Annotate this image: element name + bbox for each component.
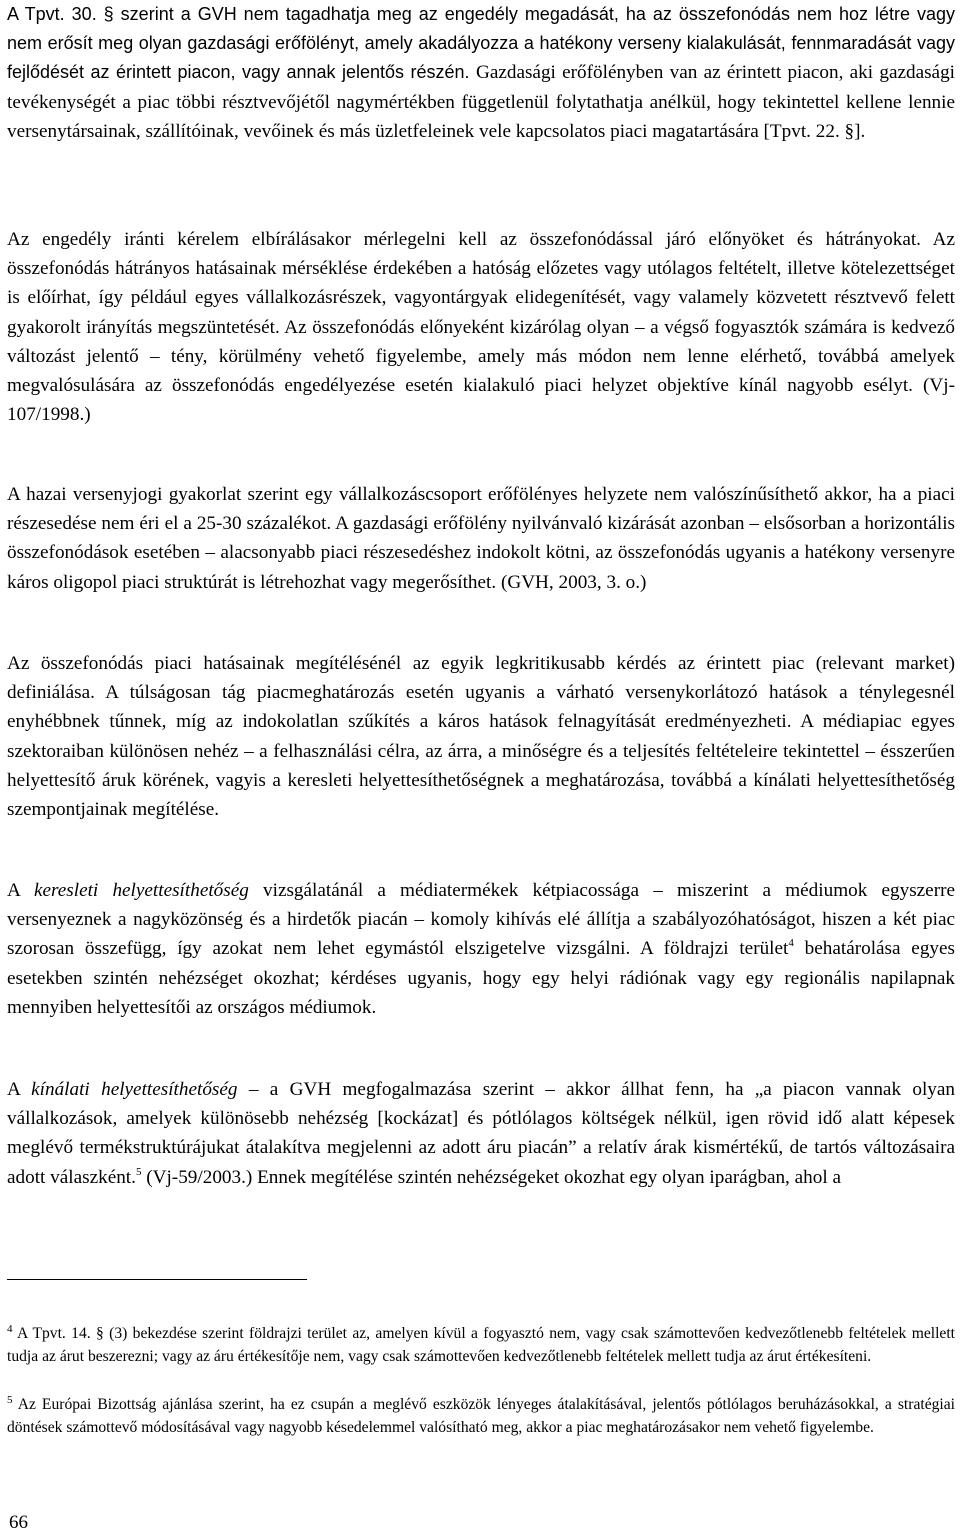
paragraph-2 bbox=[7, 225, 955, 429]
paragraph-text: (Vj-59/2003.) Ennek megítélése szintén nehézségeket okozhat egy olyan iparágban, ahol a bbox=[141, 1166, 841, 1188]
footnote-5-number: 5 bbox=[7, 1394, 13, 1406]
footnote-5 bbox=[7, 1393, 955, 1439]
paragraph-text: A Tpvt. 30. § szerint a GVH nem tagadhatja meg az engedély megadását, ha az összefonódás nem hoz létre vagy nem erősít meg olyan gazdasági erőfölényt, amely akadályozza a hatékony verseny kialakulását, fennmaradását vagy fejlődését az érintett piacon, vagy annak jelentős részén. bbox=[7, 4, 955, 83]
paragraph-text: Az összefonódás piaci hatásainak megítélésénél az egyik legkritikusabb kérdés az érintett piac (relevant market) definiálása. A túlságosan tág piacmeghatározás esetén ugyanis a várható versenykorlátozó hatások a ténylegesnél enyhébbnek tűnnek, míg az indokolatlan szűkítés a káros hatások felnagyítását eredményezheti. A médiapiac egyes szektoraiban különösen nehéz – a felhasználási célra, az árra, a minőségre és a teljesítés feltételeire tekintettel – ésszerűen helyettesítő áruk körének, vagyis a keresleti helyettesíthetőségnek a meghatározása, továbbá a kínálati helyettesíthetőség szempontjainak megítélése. bbox=[7, 653, 955, 821]
paragraph-4 bbox=[7, 649, 955, 824]
paragraph-1 bbox=[7, 0, 955, 146]
paragraph-text: vizsgálatánál a médiatermékek kétpiacossága – miszerint a médiumok egyszerre versenyeznek a nagyközönség és a hirdetők piacán – komoly kihívás elé állítja a szabályozóhatóságot, hiszen a két piac szorosan összefügg, így azokat nem lehet egymástól elszigetelve vizsgálni. A földrajzi terület bbox=[7, 880, 955, 960]
paragraph-text: A bbox=[7, 880, 34, 901]
paragraph-6 bbox=[7, 1075, 955, 1192]
paragraph-text: Gazdasági erőfölényben van az érintett piacon, aki gazdasági tevékenységét a piac többi résztvevőjétől nagymértékben függetlenül folytathatja anélkül, hogy tekintettel kellene lennie versenytársainak, szállítóinak, vevőinek és más üzletfeleinek vele kapcsolatos piaci magatartására [Tpvt. 22. §]. bbox=[7, 62, 956, 142]
paragraph-text: kínálati helyettesíthetőség bbox=[31, 1079, 238, 1100]
paragraph-text: Az engedély iránti kérelem elbírálásakor mérlegelni kell az összefonódással járó előnyöket és hátrányokat. Az összefonódás hátrányos hatásainak mérséklése érdekében a hatóság előzetes vagy utólagos feltételt, illetve kötelezettséget is előírhat, így például egyes vállalkozásrészek, vagyontárgyak elidegenítését, vagy valamely közvetett résztvevő felett gyakorolt irányítás megszüntetését. Az összefonódás előnyeként kizárólag olyan – a végső fogyasztók számára is kedvező változást jelentő – tény, körülmény vehető figyelembe, amely más módon nem lenne elérhető, továbbá amelyek megvalósulására az összefonódás engedélyezése esetén kialakuló piaci helyzet objektíve kínál nagyobb esélyt. (Vj-107/1998.) bbox=[7, 229, 955, 426]
paragraph-text: behatárolása egyes esetekben szintén nehézséget okozhat; kérdéses ugyanis, hogy egy helyi rádiónak vagy egy regionális napilapnak mennyiben helyettesítői az országos médiumok. bbox=[7, 938, 955, 1018]
footnote-ref: 4 bbox=[788, 937, 794, 950]
paragraph-text: – a GVH megfogalmazása szerint – akkor állhat fenn, ha „a piacon vannak olyan vállalkozások, amelyek különösebb nehézség [kockázat] és pótlólagos költségek nélkül, igen rövid idő alatt képesek meglévő termékstruktúrájukat átalakítva megjelenni az adott áru piacán” a relatív árak kismértékű, de tartós változásaira adott válaszként. bbox=[7, 1079, 956, 1188]
footnote-4 bbox=[7, 1322, 955, 1368]
paragraph-5 bbox=[7, 876, 955, 1022]
paragraph-text: keresleti helyettesíthetőség bbox=[33, 880, 249, 901]
footnote-4-text: A Tpvt. 14. § (3) bekezdése szerint földrajzi terület az, amelyen kívül a fogyasztó nem, vagy csak számottevően kedvezőtlenebb feltételek mellett tudja az árut beszerezni; vagy az áru értékesítője nem, vagy csak számottevően kedvezőtlenebb feltételek mellett tudja az árut értékesíteni. bbox=[7, 1325, 955, 1365]
footnote-4-number: 4 bbox=[7, 1323, 13, 1335]
footnote-ref: 5 bbox=[135, 1165, 142, 1178]
page-number: 66 bbox=[9, 1512, 28, 1533]
paragraph-3 bbox=[7, 480, 955, 597]
footnote-separator bbox=[7, 1279, 307, 1280]
paragraph-text: A hazai versenyjogi gyakorlat szerint egy vállalkozáscsoport erőfölényes helyzete nem valószínűsíthető akkor, ha a piaci részesedése nem éri el a 25-30 százalékot. A gazdasági erőfölény nyilvánvaló kizárását azonban – elsősorban a horizontális összefonódások esetében – alacsonyabb piaci részesedéshez indokolt kötni, az összefonódás ugyanis a hatékony versenyre káros oligopol piaci struktúrát is létrehozhat vagy megerősíthet. (GVH, 2003, 3. o.) bbox=[7, 484, 955, 593]
paragraph-text: A bbox=[7, 1079, 32, 1100]
footnote-5-text: Az Európai Bizottság ajánlása szerint, ha ez csupán a meglévő eszközök lényeges átalakításával, jelentős pótlólagos beruházásokkal, a stratégiai döntések számottevő módosításával vagy nagyobb késedelemmel valósítható meg, akkor a piac meghatározásakor nem vehető figyelembe. bbox=[7, 1396, 955, 1436]
